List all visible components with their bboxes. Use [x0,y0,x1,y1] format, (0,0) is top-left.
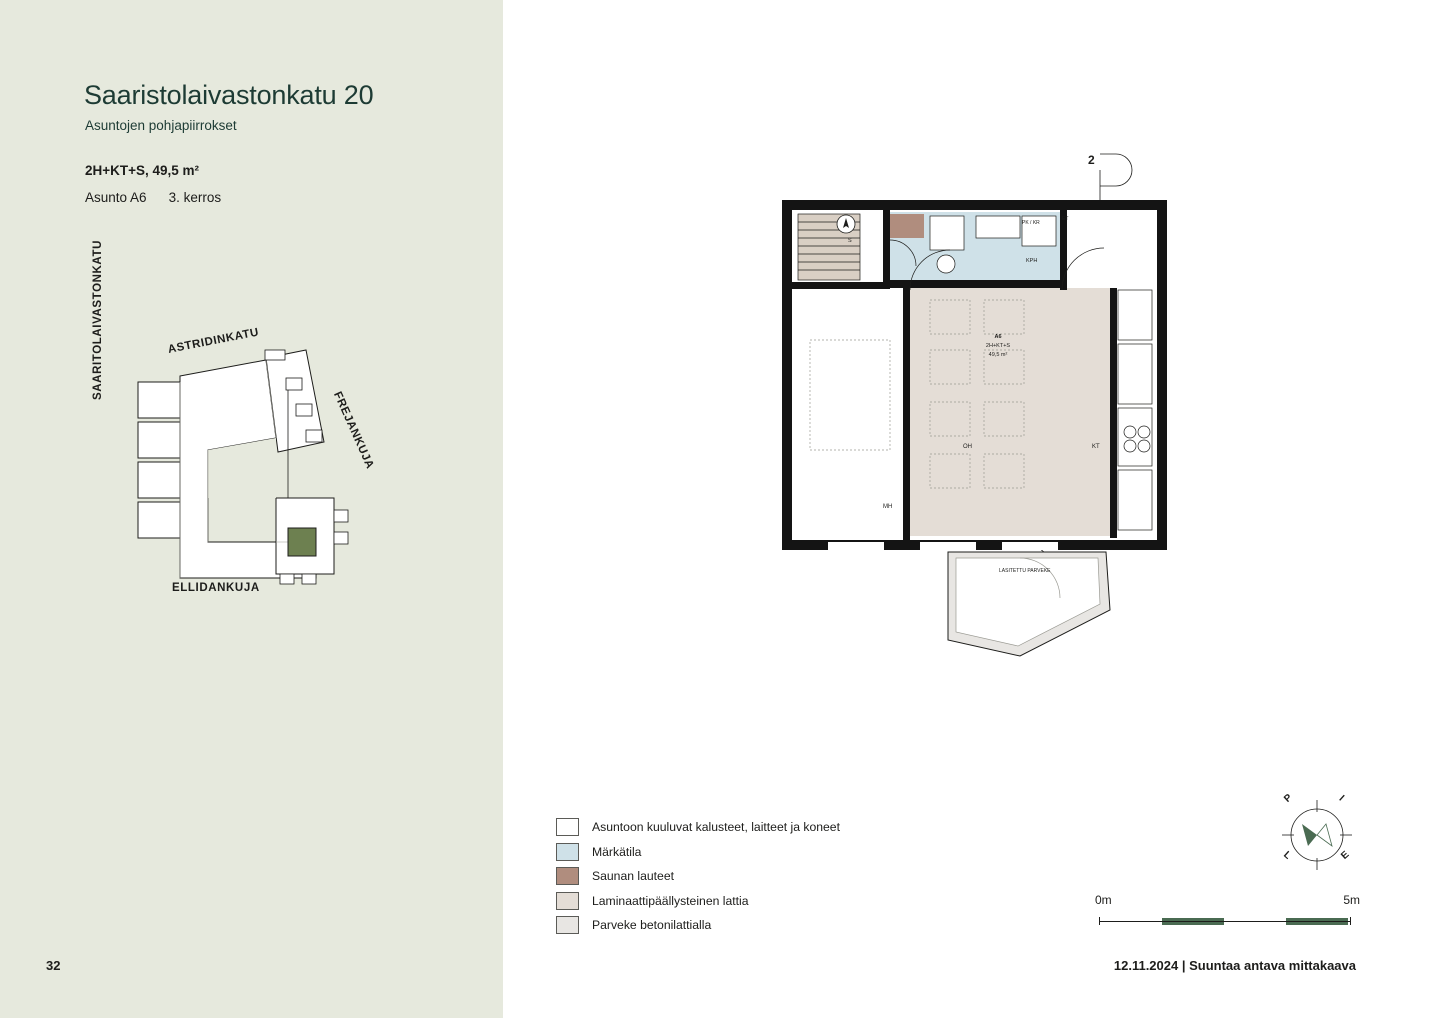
floor-plan [770,140,1190,680]
legend-label: Parveke betonilattialla [592,918,712,933]
room-label-pkkr: PK / KR [1022,220,1040,226]
floor-plan-drawing [770,140,1190,680]
room-label-balcony: LASITETTU PARVEKE [999,568,1051,574]
scale-track [1099,917,1351,925]
apartment-tag-id: A6 [994,334,1002,340]
apartment-label: Asunto A6 [85,190,147,205]
floor-label: 3. kerros [168,190,222,205]
legend-swatch-wetroom [556,843,579,861]
room-label-oh: OH [963,444,972,450]
footer-text: 12.11.2024 | Suuntaa antava mittakaava [1113,958,1356,973]
scale-end-label: 5m [1343,893,1360,907]
plan-north-marker [837,215,855,233]
site-map-drawing [80,330,420,620]
stair-marker-group [1088,153,1132,200]
scale-segment [1162,918,1224,925]
room-label-et: ET [1062,216,1069,222]
legend-swatch-laminate [556,892,579,910]
room-label-mh: MH [883,504,893,510]
page-title: Saaristolaivastonkatu 20 [84,80,374,110]
compass-letter-i: I [1336,793,1347,804]
compass-letter-l: L [1281,849,1294,862]
highlighted-apartment-marker [288,528,316,556]
compass-rose [1272,790,1362,880]
legend-label: Laminaattipäällysteinen lattia [592,893,749,908]
apartment-identifier [85,190,221,205]
scale-segment [1286,918,1348,925]
legend-item [556,864,976,889]
scale-bar [1095,893,1360,933]
compass-letter-p: P [1282,792,1295,805]
street-label-ellidankuja: ELLIDANKUJA [172,582,260,594]
room-label-kt: KT [1092,444,1100,450]
legend-label: Asuntoon kuuluvat kalusteet, laitteet ja koneet [592,820,840,835]
legend-item [556,913,976,938]
compass-icon [1272,790,1362,880]
sauna-bench [890,214,924,238]
room-label-kph: KPH [1026,258,1038,264]
bedroom-area [796,290,908,536]
page-subtitle: Asuntojen pohjapiirrokset [85,118,237,133]
laminate-floor-area [910,288,1110,536]
legend-swatch-furniture [556,818,579,836]
site-map [80,239,420,620]
apartment-tag-type: 2H+KT+S [985,343,1011,349]
apartment-tag-area: 49,5 m² [988,352,1008,358]
legend-label: Saunan lauteet [592,869,674,884]
legend-swatch-balcony [556,916,579,934]
stair-marker-label: 2 [1088,153,1095,167]
legend-item [556,889,976,914]
street-label-saaristolaivastonkatu: SAARITOLAIVASTONKATU [92,239,104,400]
page-number: 32 [46,958,61,973]
apartment-type: 2H+KT+S, 49,5 m² [85,163,200,178]
kitchen-fixtures [1118,290,1152,530]
legend-label: Märkätila [592,844,642,859]
legend [556,815,976,938]
left-info-panel [0,0,503,1018]
room-label-s: S [848,238,852,244]
compass-letter-e: E [1339,849,1352,862]
legend-item [556,840,976,865]
window-marks [828,542,1058,550]
legend-item [556,815,976,840]
scale-start-label: 0m [1095,893,1112,907]
street-label-astridinkatu: ASTRIDINKATU [166,326,261,356]
legend-swatch-sauna [556,867,579,885]
street-label-frejankuja: FREJANKUJA [331,390,376,472]
